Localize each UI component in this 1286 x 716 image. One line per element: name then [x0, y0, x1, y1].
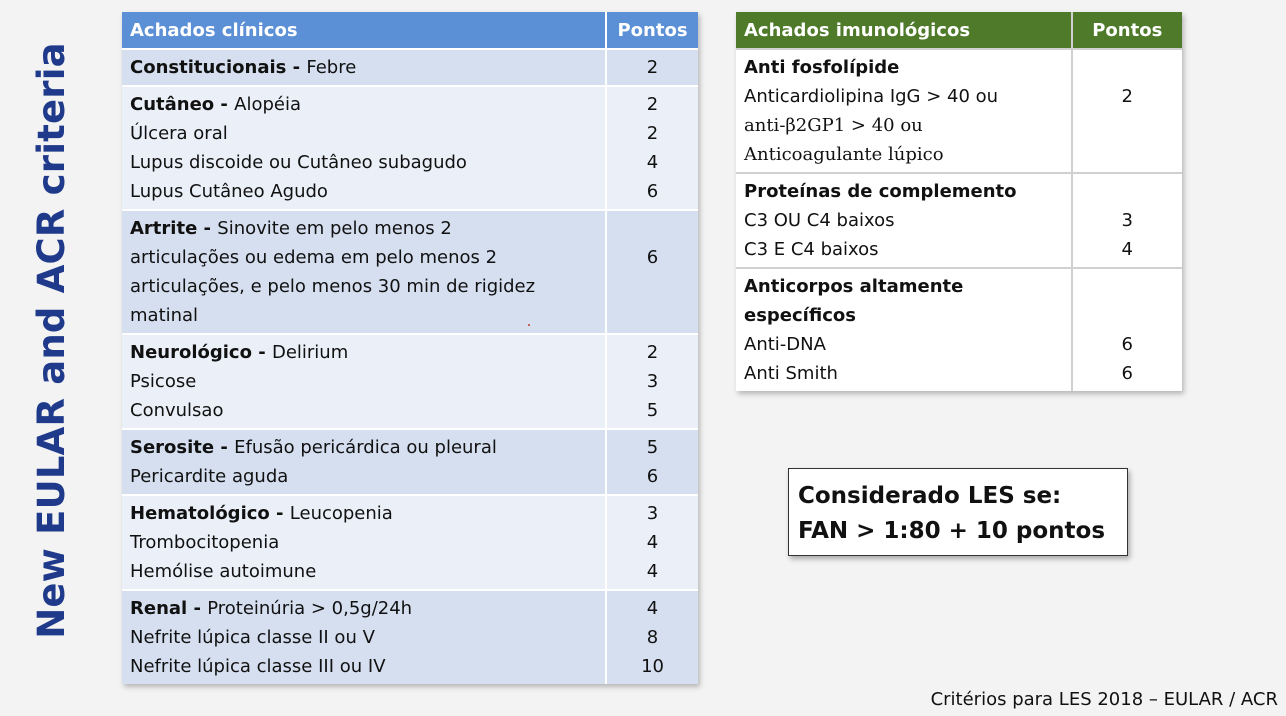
item-text: anti-β2GP1 > 40 ou	[744, 115, 923, 136]
clinical-header: Achados clínicos	[122, 12, 606, 49]
item-text: Lupus Cutâneo Agudo	[130, 181, 328, 202]
group-title: Serosite -	[130, 437, 235, 458]
group-title: Anticorpos altamente	[744, 276, 964, 297]
group-title: Neurológico -	[130, 342, 272, 363]
table-row	[122, 49, 698, 86]
row-points	[606, 590, 698, 684]
row-label	[122, 334, 606, 429]
table-row	[122, 210, 698, 334]
immunological-findings-table	[736, 12, 1182, 391]
group-title: Renal -	[130, 598, 208, 619]
item-text: Proteinúria > 0,5g/24h	[207, 598, 413, 619]
red-dot-mark	[528, 324, 530, 326]
points-value: 6	[646, 181, 659, 202]
row-points	[1072, 268, 1183, 391]
table-row	[122, 334, 698, 429]
item-text: Nefrite lúpica classe II ou V	[130, 627, 375, 648]
item-text: Sinovite em pelo menos 2	[217, 218, 452, 239]
item-text: Lupus discoide ou Cutâneo subagudo	[130, 152, 467, 173]
row-label	[736, 49, 1072, 173]
item-text: C3 OU C4 baixos	[744, 210, 895, 231]
row-label	[122, 86, 606, 210]
item-text: Convulsao	[130, 400, 224, 421]
row-points	[606, 334, 698, 429]
row-label	[122, 495, 606, 590]
points-value: 4	[1121, 239, 1133, 260]
points-value: 2	[646, 94, 659, 115]
row-label	[122, 49, 606, 86]
item-text: matinal	[130, 305, 199, 326]
item-text: Anticoagulante lúpico	[744, 144, 944, 165]
item-text: Trombocitopenia	[130, 532, 280, 553]
group-title: Anti fosfolípide	[744, 57, 900, 78]
table-row	[122, 590, 698, 684]
immuno-header: Achados imunológicos	[736, 12, 1072, 49]
points-value: 4	[646, 561, 659, 582]
item-text: Efusão pericárdica ou pleural	[234, 437, 497, 458]
row-points	[1072, 49, 1183, 173]
row-label	[736, 268, 1072, 391]
group-title: Artrite -	[130, 218, 218, 239]
row-label	[122, 210, 606, 334]
clinical-findings-table	[122, 12, 698, 684]
item-text: articulações ou edema em pelo menos 2	[130, 247, 498, 268]
table-row	[122, 86, 698, 210]
points-value: 5	[646, 437, 659, 458]
item-text: Psicose	[130, 371, 197, 392]
points-value: 6	[646, 247, 659, 268]
row-points	[606, 210, 698, 334]
points-value: 10	[641, 656, 664, 677]
points-value: 4	[646, 532, 659, 553]
table-row	[736, 173, 1182, 268]
points-value: 5	[646, 400, 659, 421]
table-row	[736, 49, 1182, 173]
les-box-line2: FAN > 1:80 + 10 pontos	[798, 518, 1106, 544]
table-row	[122, 495, 698, 590]
row-label	[736, 173, 1072, 268]
item-text: Delirium	[271, 342, 349, 363]
row-points	[1072, 173, 1183, 268]
item-text: Pericardite aguda	[130, 466, 289, 487]
les-criteria-box	[788, 468, 1128, 556]
points-value: 4	[646, 598, 659, 619]
points-value: 3	[1121, 210, 1133, 231]
points-value: 2	[646, 342, 659, 363]
row-points	[606, 429, 698, 495]
group-title: Cutâneo -	[130, 94, 235, 115]
points-header: Pontos	[606, 12, 698, 49]
item-text: Anti Smith	[744, 363, 838, 384]
item-text: Hemólise autoimune	[130, 561, 317, 582]
points-value: 2	[646, 57, 659, 78]
points-value: 3	[646, 503, 659, 524]
row-points	[606, 495, 698, 590]
points-value: 8	[646, 627, 659, 648]
points-value: 6	[1121, 334, 1133, 355]
item-text: Anti-DNA	[744, 334, 826, 355]
immuno-header-row	[736, 12, 1182, 49]
item-text: Leucopenia	[289, 503, 393, 524]
item-text: Nefrite lúpica classe III ou IV	[130, 656, 386, 677]
points-value: 4	[646, 152, 659, 173]
row-label	[122, 590, 606, 684]
side-title	[16, 8, 86, 673]
item-text: Anticardiolipina IgG > 40 ou	[744, 86, 999, 107]
table-row	[122, 429, 698, 495]
group-title: Constitucionais -	[130, 57, 307, 78]
points-value: 6	[1121, 363, 1133, 384]
footer-caption: Critérios para LES 2018 – EULAR / ACR	[930, 689, 1278, 710]
item-text: Febre	[306, 57, 357, 78]
side-title-text: New EULAR and ACR criteria	[29, 42, 73, 639]
points-value: 2	[646, 123, 659, 144]
points-value: 6	[646, 466, 659, 487]
points-header: Pontos	[1072, 12, 1183, 49]
les-box-line1: Considerado LES se:	[798, 483, 1062, 509]
row-points	[606, 49, 698, 86]
item-text: Úlcera oral	[130, 123, 228, 144]
row-label	[122, 429, 606, 495]
item-text: articulações, e pelo menos 30 min de rigidez	[130, 276, 536, 297]
clinical-header-row	[122, 12, 698, 49]
item-text: C3 E C4 baixos	[744, 239, 879, 260]
group-title: Proteínas de complemento	[744, 181, 1017, 202]
row-points	[606, 86, 698, 210]
item-text: Alopéia	[234, 94, 302, 115]
table-row	[736, 268, 1182, 391]
group-title: Hematológico -	[130, 503, 290, 524]
points-value: 3	[646, 371, 659, 392]
points-value: 2	[1121, 86, 1133, 107]
group-title: específicos	[744, 305, 856, 326]
